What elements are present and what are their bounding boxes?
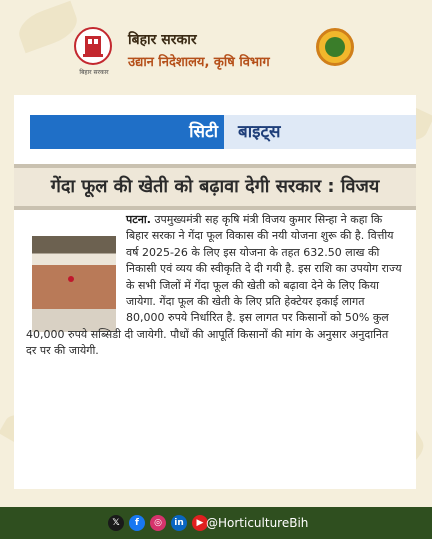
article-body	[26, 212, 402, 360]
bihar-emblem-icon	[74, 26, 112, 66]
linkedin-icon[interactable]: in	[171, 515, 187, 531]
facebook-icon[interactable]: f	[129, 515, 145, 531]
section-banner	[14, 115, 416, 149]
horticulture-seal-icon	[316, 28, 354, 66]
youtube-icon[interactable]: ▶	[192, 515, 208, 531]
page-header	[0, 0, 432, 92]
instagram-icon[interactable]: ◎	[150, 515, 166, 531]
article-headline: गेंदा फूल की खेती को बढ़ावा देगी सरकार : विजय	[14, 164, 416, 210]
seal-center	[325, 37, 345, 57]
social-handle[interactable]: @HorticultureBih	[206, 516, 309, 530]
banner-city	[30, 115, 230, 149]
x-icon[interactable]: 𝕏	[108, 515, 124, 531]
social-footer	[0, 507, 432, 539]
banner-city-label: सिटी	[189, 122, 218, 142]
banner-bites-label: बाइट्स	[238, 122, 281, 142]
government-title: बिहार सरकार	[128, 32, 197, 48]
photo-space	[26, 212, 118, 314]
banner-bites	[224, 115, 416, 149]
article-text: उपमुख्यमंत्री सह कृषि मंत्री विजय कुमार सिन्हा ने कहा कि बिहार सरका ने गेंदा फूल विकास की नयी योजना शुरू की है. वित्तीय वर्ष 2025-26 के लिए इस योजना के तहत 632.50 लाख की निकासी एवं व्यय की स्वीकृति दे दी गयी है. इस राशि का उपयोग राज्य के सभी जिलों में गेंदा फूल की खेती को बढ़ावा देने के लिए किया जायेगा. गेंदा फूल की खेती के लिए प्रति हेक्टेयर इकाई लागत 80,000 रुपये निर्धारित है. इस लागत पर किसानों को 50% कुल 40,000 रुपये सब्सिडी दी जायेगी. पौधों की आपूर्ति किसानों की मांग के अनुसार अनुदानित दर पर की जायेगी.	[26, 213, 402, 358]
article-dateline: पटना.	[126, 213, 151, 226]
social-icons	[108, 515, 208, 531]
department-subtitle: उद्यान निदेशालय, कृषि विभाग	[128, 55, 270, 70]
emblem-caption: बिहार सरकार	[79, 69, 109, 76]
